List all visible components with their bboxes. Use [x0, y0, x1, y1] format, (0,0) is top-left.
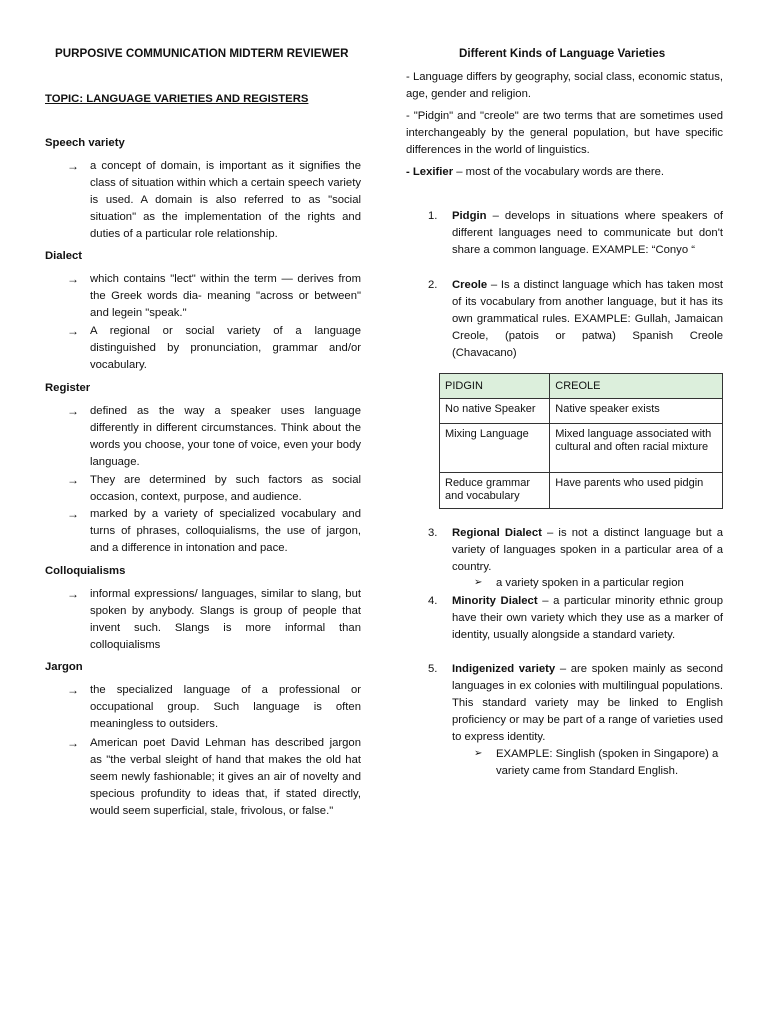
list-item-pidgin: 1. Pidgin – develops in situations where speakers of different languages need to communicate but don't share a common language. EXAMPLE: “Conyo “	[428, 210, 723, 256]
heading-jargon: Jargon	[45, 661, 83, 673]
table-row	[440, 424, 723, 473]
table-cell: Mixing Language	[440, 424, 550, 473]
heading-speech-variety: Speech variety	[45, 137, 125, 149]
table-header: CREOLE	[550, 374, 723, 399]
table-cell: Have parents who used pidgin	[550, 473, 723, 509]
register-item-1: → defined as the way a speaker uses language differently in different circumstances. Think about the words you choose, your tone of voice, even your body language.	[67, 404, 361, 468]
jargon-item-1: → the specialized language of a professional or occupational group. Such language is often meaningless to outsiders.	[67, 683, 361, 730]
table-cell: No native Speaker	[440, 399, 550, 424]
table-cell: Mixed language associated with cultural and often racial mixture	[550, 424, 723, 473]
arrow-icon: →	[67, 587, 79, 601]
arrow-icon: →	[67, 736, 79, 750]
arrow-icon: →	[67, 159, 79, 173]
list-item-minority-dialect: 4. Minority Dialect – a particular minority ethnic group have their own variety which they use as a marker of identity, usually alongside a standard variety.	[428, 595, 723, 641]
document-title: PURPOSIVE COMMUNICATION MIDTERM REVIEWER	[55, 47, 349, 60]
register-item-3: → marked by a variety of specialized vocabulary and turns of phrases, colloquialisms, the use of jargon, and a difference in intonation and pace.	[67, 507, 361, 554]
colloquialisms-item-1: → informal expressions/ languages, similar to slang, but spoken by anybody. Slangs is group of people that invent such. Slangs is more informal than colloquialisms	[67, 587, 361, 651]
table-cell: Native speaker exists	[550, 399, 723, 424]
arrow-icon: →	[67, 683, 79, 697]
varieties-title: Different Kinds of Language Varieties	[459, 47, 666, 60]
register-item-2: → They are determined by such factors as social occasion, context, purpose, and audience.	[67, 473, 361, 503]
table-row	[440, 473, 723, 509]
intro-paragraph-1: - Language differs by geography, social class, economic status, age, gender and religion.	[406, 71, 723, 100]
speech-variety-item-1: → a concept of domain, is important as it signifies the class of situation within which a certain speech variety is used. A domain is also referred to as "social situation" as the implementation of the rights and duties of a particular role relationship.	[67, 159, 361, 240]
table-header: PIDGIN	[440, 374, 550, 399]
jargon-item-2: → American poet David Lehman has described jargon as "the verbal sleight of hand that makes the old hat seem newly fashionable; it gives an air of novelty and specious profundity to ideas that, if stated directly, would seem superficial, stale, frivolous, or false."	[67, 736, 361, 817]
heading-dialect: Dialect	[45, 250, 83, 262]
lexifier-term: - Lexifier	[406, 166, 454, 178]
heading-register: Register	[45, 382, 91, 394]
indigenized-variety-subitem: ➢ EXAMPLE: Singlish (spoken in Singapore) a variety came from Standard English.	[474, 748, 719, 777]
table-header-row	[440, 374, 723, 399]
arrowhead-bullet-icon: ➢	[474, 577, 483, 588]
heading-colloquialisms: Colloquialisms	[45, 565, 126, 577]
table-row	[440, 399, 723, 424]
arrow-icon: →	[67, 473, 79, 487]
intro-paragraph-2: - "Pidgin" and "creole" are two terms that are sometimes used interchangeably by the general population, but have specific differences in the world of linguistics.	[406, 110, 723, 156]
lexifier-definition: - Lexifier – most of the vocabulary words are there.	[406, 166, 665, 178]
list-item-indigenized-variety: 5. Indigenized variety – are spoken mainly as second languages in ex colonies with multilingual populations. This standard variety may be linked to English proficiency or may be part of a range of varieties used to express identity.	[428, 663, 724, 743]
table-cell: Reduce grammar and vocabulary	[440, 473, 550, 509]
pidgin-creole-table	[439, 373, 723, 509]
dialect-item-1: → which contains "lect" within the term — derives from the Greek words dia- meaning "across or between" and legein "speak."	[67, 272, 361, 319]
topic-heading: TOPIC: LANGUAGE VARIETIES AND REGISTERS	[45, 93, 309, 105]
list-item-regional-dialect: 3. Regional Dialect – is not a distinct language but a variety of languages spoken in a particular area of a country.	[428, 527, 723, 573]
arrow-icon: →	[67, 507, 79, 521]
arrow-icon: →	[67, 272, 79, 286]
dialect-item-2: → A regional or social variety of a language distinguished by pronunciation, grammar and/or vocabulary.	[67, 324, 361, 371]
regional-dialect-subitem: ➢ a variety spoken in a particular region	[474, 575, 723, 592]
list-item-creole: 2. Creole – Is a distinct language which has taken most of its vocabulary from another language, but it has its own grammatical rules. EXAMPLE: Gullah, Jamaican Creole, (patois or patwa) Spanish Creole (Chavacano)	[428, 279, 723, 359]
arrowhead-bullet-icon: ➢	[474, 748, 483, 759]
arrow-icon: →	[67, 404, 79, 418]
arrow-icon: →	[67, 324, 79, 338]
